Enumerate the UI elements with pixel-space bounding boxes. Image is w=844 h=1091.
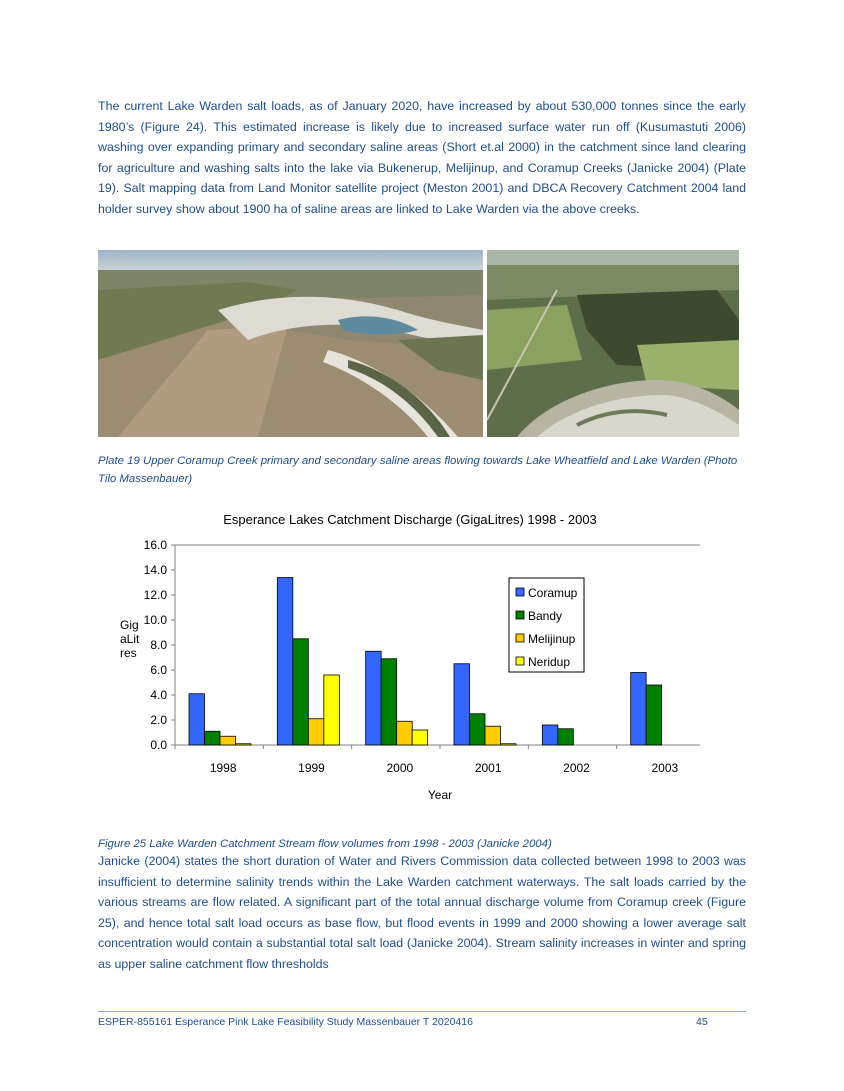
discharge-bar-chart <box>100 505 700 805</box>
y-axis-label <box>120 618 140 660</box>
bar-neridup-2001 <box>501 744 517 745</box>
bar-coramup-2002 <box>542 725 558 745</box>
y-tick-label: 14.0 <box>143 563 167 577</box>
bar-melijinup-1999 <box>308 719 324 745</box>
y-tick-label: 12.0 <box>143 588 167 602</box>
bar-neridup-1999 <box>324 675 340 745</box>
page-number: 45 <box>696 1016 708 1028</box>
bar-bandy-2001 <box>470 714 486 745</box>
y-tick-label: 4.0 <box>150 688 167 702</box>
y-tick-label: 10.0 <box>143 613 167 627</box>
y-tick-label: 6.0 <box>150 663 167 677</box>
y-axis-label-line: res <box>120 646 137 660</box>
legend-label-bandy: Bandy <box>528 609 563 623</box>
legend-label-neridup: Neridup <box>528 655 571 669</box>
y-tick-label: 8.0 <box>150 638 167 652</box>
bar-melijinup-1998 <box>220 736 236 745</box>
legend-swatch-melijinup <box>516 634 524 642</box>
legend-label-melijinup: Melijinup <box>528 632 576 646</box>
y-tick-label: 0.0 <box>150 738 167 752</box>
footer-text: ESPER-855161 Esperance Pink Lake Feasibility Study Massenbauer T 2020416 <box>98 1016 473 1028</box>
plot-area <box>175 545 700 745</box>
bar-neridup-2000 <box>412 730 428 745</box>
legend-swatch-coramup <box>516 588 524 596</box>
x-axis <box>175 745 700 775</box>
footer-divider <box>98 1011 746 1012</box>
bar-melijinup-2001 <box>485 726 501 745</box>
aerial-photo-saline-catchment <box>487 250 739 437</box>
y-axis <box>144 538 175 752</box>
bar-bandy-1998 <box>205 731 221 745</box>
x-tick-label: 2002 <box>563 761 590 775</box>
y-tick-label: 2.0 <box>150 713 167 727</box>
bar-melijinup-2000 <box>397 721 413 745</box>
bar-bandy-2003 <box>646 685 662 745</box>
bar-coramup-2001 <box>454 664 470 745</box>
legend-swatch-bandy <box>516 611 524 619</box>
legend-label-coramup: Coramup <box>528 586 578 600</box>
aerial-photo-coramup-creek <box>98 250 483 437</box>
y-tick-label: 16.0 <box>143 538 167 552</box>
discussion-paragraph: Janicke (2004) states the short duration of Water and Rivers Commission data collected between 1998 to 2003 was insufficient to determine salinity trends within the Lake Warden catchment waterways. The salt loads carried by the various streams are flow related. A significant part of the total annual discharge volume from Coramup creek (Figure 25), and hence total salt load occurs as base flow, but flood events in 1999 and 2000 showing a lower average salt concentration would contain a substantial total salt load (Janicke 2004). Stream salinity increases in winter and spring as upper saline catchment flow thresholds <box>98 854 746 971</box>
x-tick-label: 1999 <box>298 761 325 775</box>
bar-coramup-1999 <box>277 578 293 746</box>
legend <box>509 578 584 672</box>
bar-bandy-2000 <box>381 659 397 745</box>
y-axis-label-line: aLit <box>120 632 140 646</box>
bar-neridup-1998 <box>236 744 252 745</box>
y-axis-label-line: Gig <box>120 618 139 632</box>
bar-bandy-2002 <box>558 729 574 745</box>
intro-paragraph: The current Lake Warden salt loads, as of January 2020, have increased by about 530,000 tonnes since the early 1980’s (Figure 24). This estimated increase is likely due to increased surface water run off (Kusumastuti 2006) washing over expanding primary and secondary saline areas (Short et.al 2000) in the catchment since land clearing for agriculture and washing salts into the lake via Bukenerup, Melijinup, and Coramup Creeks (Janicke 2004) (Plate 19). Salt mapping data from Land Monitor satellite project (Meston 2001) and DBCA Recovery Catchment 2004 land holder survey show about 1900 ha of saline areas are linked to Lake Warden via the above creeks. <box>98 99 746 216</box>
plate-caption: Plate 19 Upper Coramup Creek primary and secondary saline areas flowing towards Lake Wheatfield and Lake Warden (Photo Tilo Massenbauer) <box>98 455 738 485</box>
bar-coramup-2003 <box>631 673 647 746</box>
x-axis-label: Year <box>427 788 453 802</box>
legend-swatch-neridup <box>516 657 524 665</box>
chart-title: Esperance Lakes Catchment Discharge (GigaLitres) 1998 - 2003 <box>223 512 597 527</box>
x-tick-label: 2003 <box>651 761 679 775</box>
x-tick-label: 1998 <box>209 761 237 775</box>
bar-coramup-1998 <box>189 694 205 745</box>
bar-coramup-2000 <box>366 651 382 745</box>
x-tick-label: 2001 <box>474 761 502 775</box>
bar-bandy-1999 <box>293 639 309 745</box>
figure-caption: Figure 25 Lake Warden Catchment Stream flow volumes from 1998 - 2003 (Janicke 2004) <box>98 838 552 850</box>
x-tick-label: 2000 <box>386 761 414 775</box>
